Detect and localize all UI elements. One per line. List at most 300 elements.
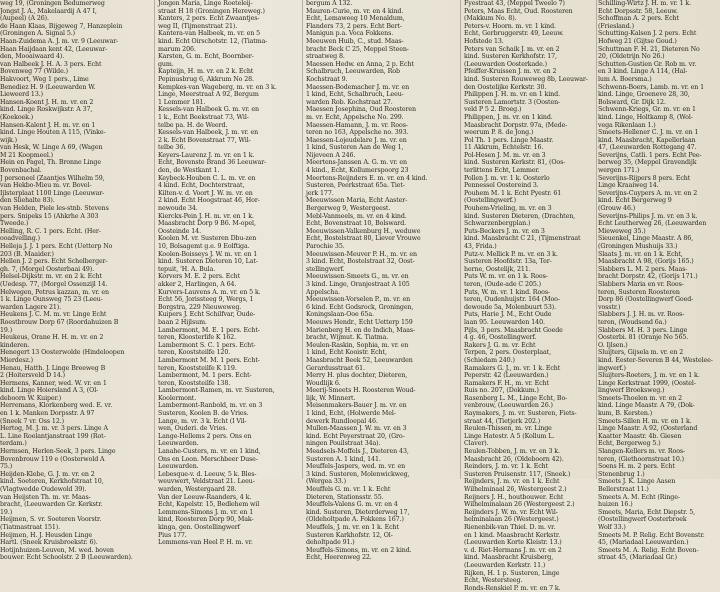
directory-entry: baan 2 Hijlsum. <box>158 318 207 326</box>
directory-entry: straat 44, (Tietjerk 202.) <box>464 417 541 425</box>
directory-entry: kum, B. Kersten.) <box>598 410 653 418</box>
directory-entry: Rijken, H. 1 p. Susteren, Linge <box>464 569 560 577</box>
directory-entry: Rienenbik-van Thiel. D. m. vr. <box>464 523 556 531</box>
directory-entry: Maasbracht Beek 52, Leeuwarden <box>306 356 413 364</box>
directory-entry: Koolen-Boisseys J. W. m. vr. en 1 <box>158 250 258 258</box>
directory-entry: den, de Westkant 1. <box>158 167 220 175</box>
directory-entry: Tweede.) <box>0 220 29 228</box>
directory-entry: kind. Linge, Holtkamp 8, (Wol- <box>598 113 693 121</box>
directory-entry: kind. Susteren Dieteren, (Drachten, <box>464 212 576 220</box>
directory-entry: Linge Hatestr. A 5 (Kollum L. <box>464 432 555 440</box>
directory-entry: Maasbracht A 98, (Gorijs 165.) <box>598 258 694 266</box>
directory-entry: helminalaan 26 (Westergeest.) <box>464 516 559 524</box>
directory-entry: (Leeuwarden Kerkstr. 11.) <box>464 561 546 569</box>
directory-entry: Smeets-Sillen H. m. vr. en 1 k. <box>598 417 692 425</box>
directory-entry: van Heijsten Th. m. vr. Maas- <box>0 493 91 501</box>
directory-entry: Korvers M. E. 2 pers. Echt <box>158 273 241 281</box>
directory-entry: teren, Kloosterlife K 162. <box>158 334 237 342</box>
directory-entry: Flanders 73, 2 pers. Echt Bert- <box>306 22 402 30</box>
directory-entry: (Vlagtwedde Oudewold 39). <box>0 486 87 493</box>
directory-entry: Severijns-Rijpers 8 pers. Echt <box>598 174 691 182</box>
directory-entry: Haan-Zuidema A. J. m. vr. 9 (Leeuwar- <box>0 37 119 45</box>
directory-entry: bergum A 132. <box>306 0 353 7</box>
directory-entry: Pius 177. <box>158 531 187 539</box>
directory-entry: Pouhem M. 1 k. Echt Pyestr. 61 <box>464 189 562 197</box>
directory-entry: Meeuwissen-Vorselen P., m. vr. en <box>306 296 411 304</box>
directory-entry: vega Rikenlaan 1.) <box>598 121 656 129</box>
directory-entry: teren, (Woudsend 6a.) <box>598 318 667 326</box>
directory-entry: Soens H. m. 2 pers. Echt <box>598 463 675 471</box>
directory-entry: (Groningen A. Signal 5.) <box>0 30 76 38</box>
directory-entry: den Sliehalte 83). <box>0 197 55 205</box>
directory-entry: van Helden, Piele les-stnb. Stevens <box>0 205 109 213</box>
directory-entry: Meuffels G. m. vr. 1 k. Echt <box>306 486 391 493</box>
directory-entry: Meuffels-Simons, m. vr. en 2 kind. <box>306 546 412 554</box>
directory-entry: Henegert 13 Oosterwolde (Hindeloopen <box>0 349 125 357</box>
directory-entry: Meulen-Raskin, Sophia, m. vr. en <box>306 341 409 349</box>
directory-entry: L. Line Roelantjanstraat 199 (Rot- <box>0 432 106 440</box>
directory-entry: Hansen-Kalent J. H. m. vr. en 1 <box>0 121 96 129</box>
directory-entry: terlittens Echt, Lemmer. <box>464 167 540 175</box>
directory-entry: Kanters, 2 pers. Echt Zwaantjes- <box>158 15 260 23</box>
directory-entry: Puts, W. m. vr. 1 kind. Roos- <box>464 288 550 296</box>
directory-entry: Kurvers-Lauvens A. m. vr. en 5 k. <box>158 288 261 296</box>
directory-entry: 1 k. Linge Ounsweg 75 23 (Leeu- <box>0 296 103 304</box>
directory-entry: Hofstede 13. <box>464 37 504 45</box>
column-divider <box>302 0 303 479</box>
column-5 <box>598 0 720 562</box>
directory-entry: van Hekbo-Mieu m. vr. Bovel- <box>0 182 92 190</box>
directory-entry: Maasbracht Dorpstr. 97a, (Mede- <box>464 121 568 129</box>
directory-entry: Puts W. m. vr. en 1 k. Roos- <box>464 273 548 281</box>
directory-entry: Koolermont. <box>158 394 197 402</box>
directory-entry: Helsel-Dijkstr. m. vr. en 2 k. Echt <box>0 273 102 281</box>
directory-entry: Fyestraat 43, (Meppel Tweelo 7) <box>464 0 565 7</box>
directory-entry: Reulen-Tobben, J. m. vr. en 3 k. <box>464 448 560 456</box>
directory-entry: van Hesk, W. Linge A 69, (Wagen <box>0 144 103 152</box>
directory-entry: Maasbracht 26, (Oldeboorn 42). <box>464 455 564 463</box>
directory-entry: Dieteren, Stationsstr. 55. <box>306 493 384 501</box>
directory-entry: Puts, Harie J. M., Echt Oude <box>464 311 552 319</box>
directory-entry: Maessen-Bodemacher J. m. vr. en <box>306 83 410 91</box>
directory-entry: Stenenbrug 1.) <box>598 470 645 478</box>
directory-entry: Susteren Lamortstr. 3 (Oosten- <box>464 98 561 106</box>
directory-entry: (Friesland.) <box>598 22 634 30</box>
directory-entry: dewerk Rundloepal 46. <box>306 417 378 425</box>
column-divider <box>460 0 461 479</box>
directory-entry: Terpen, 2 pers. Oosterplaat, <box>464 349 552 357</box>
directory-entry: Echt Leutherweg 26, (Leeuwarden <box>598 220 707 228</box>
directory-entry: Meeuwissen Maria, Echt Aaster- <box>306 197 408 205</box>
directory-entry: Susteren A. 1 kind, 141. <box>306 455 381 463</box>
directory-entry: 11 Akkrum, Echtelstr. 16. <box>464 144 544 152</box>
directory-entry: Hakvoort, Weg 1 pers., Lime <box>0 75 89 83</box>
directory-entry: newoude 34. <box>158 205 198 213</box>
directory-entry: teren, (Oude-ade C 205.) <box>464 280 542 288</box>
directory-entry: 1 Lemmer 181. <box>158 98 206 106</box>
directory-entry: Oosteinde 14. <box>158 227 201 235</box>
directory-entry: Kierckx-Pein J. H. m. vr. en 1 k. <box>158 212 254 220</box>
directory-entry: Kempkes-van Wageberg, m. vr. en 3 k. <box>158 83 277 91</box>
directory-entry: (Leeuwarden Korte Kleistr. 13.) <box>464 539 562 547</box>
directory-entry: Parochie 35. <box>306 243 345 250</box>
directory-entry: 75.) <box>0 463 13 471</box>
directory-entry: Pouhem-Vrieling, m. vr. en 3 <box>464 205 552 213</box>
directory-entry: teren, Susteren Roosteren <box>598 288 680 296</box>
directory-entry: (Groningen Mushuijs 33.) <box>598 243 678 250</box>
directory-entry: Keybeck-Houben C. L. m. vr. en <box>158 174 256 182</box>
directory-entry: Henau, Hatth. J. Linge Breeweg B <box>0 364 106 372</box>
directory-entry: Meuffels, J. m. vr. en 1 k. Echt <box>306 523 399 531</box>
directory-entry: stellingwerf. <box>306 265 345 273</box>
directory-entry: Bellerstraat 11.) <box>598 486 649 493</box>
directory-entry: Smeets A. M. Echt (Ringe- <box>598 493 680 501</box>
directory-entry: teren, Kooststeilfe 138. <box>158 379 231 387</box>
directory-entry: lijk, W. Minnert. <box>306 394 356 402</box>
directory-entry: akker 2, Harlingen, A 64. <box>158 280 237 288</box>
directory-entry: Echt, Westersteeg. <box>464 577 523 585</box>
directory-entry: Meeuwissen-Meuver P. H., m. vr. en <box>306 250 417 258</box>
directory-entry: Appelscha. <box>306 288 340 296</box>
directory-entry: Meeuws Hendr., Echt Uetterp 159 <box>306 318 413 326</box>
directory-entry: Hellen J. 2 pers. Echt Schelberger- <box>0 258 108 266</box>
directory-entry: 45, (Mariadaal Leeuwarden.) <box>598 539 689 547</box>
directory-entry: wen, Ouderi. de Vries. <box>158 425 228 433</box>
directory-entry: Schutten-Gustien Gr. Rob m. vr. <box>598 60 697 68</box>
directory-entry: Lieweerd 13.) <box>0 91 43 99</box>
directory-entry: Meadsels-Moffels J., Dieteren 43, <box>306 448 409 456</box>
directory-entry: Merry H. plus dochter, Dieteren, <box>306 372 408 380</box>
directory-entry: kind. Linge, Groeneve 28, 30, <box>598 91 690 99</box>
directory-entry: kind. Susteren Kerkstr. 81, (Oos- <box>464 159 566 167</box>
column-1 <box>0 0 150 562</box>
directory-entry: Meisenmakers-Bauer J. m. vr. en <box>306 402 407 410</box>
directory-entry: deholtpade 91.) <box>306 539 355 547</box>
directory-entry: Wolf 33.) <box>598 523 626 531</box>
directory-entry: Jongen Maria, Linge Roeteleij- <box>158 0 253 7</box>
directory-entry: Sluijters, Gijsela m. vr. en 2 <box>598 349 684 357</box>
directory-entry: Van der Leeuw-Raanders, 4 k. <box>158 493 252 501</box>
directory-entry: Susteren, Koolen B. de Vries. <box>158 410 249 418</box>
directory-entry: Kantera-van Halbeek, m. vr. en 5 <box>158 30 261 38</box>
directory-entry: Ruis no. 207, (Dokkum.) <box>464 387 539 395</box>
directory-entry: 4 g. 46, Oostellingwerf. <box>464 334 537 342</box>
directory-entry: Ronds-Renskiel P. m. vr. en 7 k. <box>464 584 561 592</box>
directory-entry: kind. Maasbracht C 21, (Tijmenstraat <box>464 235 581 243</box>
directory-entry: 43, Frida.) <box>464 243 497 250</box>
directory-entry: 1 kind, Echt, Schalbruch, Leeu- <box>306 91 404 99</box>
directory-entry: Schilling-Wirtz J. H. m. vr. 1 k. <box>598 0 691 7</box>
directory-entry: Haan Haijdaan kent 42, (Leeuwar- <box>0 45 108 53</box>
directory-entry: Peperstr. 42 (Leeuwarden.) <box>464 372 549 380</box>
directory-entry: Lebesque-v. d. Leeuw, 5 k. Bles- <box>158 470 257 478</box>
directory-entry: Smeets J. K. Linge Aasen <box>598 478 676 486</box>
directory-entry: Kessels-van Halbeek, J. m. vr. en <box>158 129 259 137</box>
directory-entry: Manigun p.a. Voca Fokkens. <box>306 30 394 38</box>
directory-entry: Hotijnhuizen-Leuven, M. wed. boven <box>0 546 114 554</box>
directory-entry: weg 19, (Groningen Bedumerweg <box>0 0 105 7</box>
directory-entry: Mieweweg 35.) <box>598 227 646 235</box>
directory-entry: Meeuwissen-Valkenburg H., weduwe <box>306 227 421 235</box>
directory-entry: bracht, (Leeuwarden Gr. Kerkstr. <box>0 501 103 509</box>
directory-entry: 1 kind, Echt Kooistr. Echt, <box>306 349 387 357</box>
directory-entry: Rakers J. G. m. vr. Echt <box>464 341 536 349</box>
directory-entry: Lemmens-Simons J. m. vr. en 1 <box>158 508 254 516</box>
directory-entry: deboorn W. Kuiper.) <box>0 394 62 402</box>
directory-entry: Hein en Pagel, Th. Bronne Linge <box>0 159 101 167</box>
column-divider <box>596 0 597 479</box>
directory-entry: 6 kind. Echt Godsrock, Groningen, <box>306 303 414 311</box>
directory-entry: gum. <box>158 60 174 68</box>
directory-entry: Lambermont, M. 1 pers. Echt- <box>158 372 252 380</box>
directory-entry: Sluijters-Roeters, J. m. vr. en 1 k. <box>598 372 700 380</box>
directory-entry: Hermens, Kanner, wed. W. vr. en 1 <box>0 379 107 387</box>
directory-entry: Slabbers L. M. 2 pers. Maas- <box>598 265 688 273</box>
directory-entry: Maessen Josephina, Oud Roosteren <box>306 106 417 114</box>
directory-entry: Meuffels-Valens G. m. vr. en 4 <box>306 501 398 509</box>
directory-entry: Echt Dorpsstr. 58, Leeuw. <box>598 7 678 15</box>
directory-entry: (Sneek 7 vr. Oss 12.) <box>0 417 64 425</box>
directory-entry: bracht Beck C 25, Meppel Steen- <box>306 45 409 53</box>
directory-entry: Echt, Bovenste Brand 36 Leeuwar- <box>158 159 267 167</box>
directory-entry: Meertens-Janssen A. G. m. vr. en <box>306 159 407 167</box>
directory-entry: kind. Linge Maastr. A 79, (Dok- <box>598 402 695 410</box>
directory-entry: Smeets M. A. Relig. Echt Boven- <box>598 546 699 554</box>
directory-entry: Schutting-Kalsen J. 2 pers. Echt <box>598 30 697 38</box>
directory-entry: Maessen-Lojeudelare J. m. vr. en <box>306 136 407 144</box>
directory-entry: Slaats J. m. vr. en 1 k. Echt, <box>598 250 683 258</box>
directory-entry: Keyers-Laurenz J. m. vr. en 1 k. <box>158 151 255 159</box>
directory-entry: Susteren Karkhofstr. 12, Ol- <box>306 531 393 539</box>
directory-entry: Linge Kerkstraat 1999, (Oostel- <box>598 379 696 387</box>
directory-entry: 10, Bolsagemt g.e. 9 Eolftiga. <box>158 243 250 250</box>
directory-entry: Lambermont M. M. 1 pers. Echt- <box>158 356 260 364</box>
directory-entry: Helwegen, Petrus kazzan, m. vr. en <box>0 288 109 296</box>
directory-entry: O. Ijlsen.) <box>598 341 628 349</box>
directory-entry: 1 k., Echt Beekstraat 73, Wil- <box>158 113 249 121</box>
directory-entry: wijk.) <box>0 136 18 144</box>
directory-entry: Maasbracht Dorp 9 B6. M-opel, <box>158 220 256 228</box>
directory-entry: kind. Echt Peyerstraat 20, (Gro- <box>306 432 405 440</box>
directory-entry: en 3 kind. Linge A 114, (Hal- <box>598 68 688 76</box>
directory-entry: Philippen, J. m. vr. en 1 kind. <box>464 113 553 121</box>
directory-entry: 2 kind. Echt Hoogstraat 46, Hor- <box>158 197 260 205</box>
directory-entry: veld P 5 2. Broeg.) <box>464 106 522 114</box>
directory-entry: Lambermont, M. E. 1 pers. Echt- <box>158 326 260 334</box>
directory-entry: tepuit, 'H. A. Bula. <box>158 265 216 273</box>
directory-entry: Hansen-Koent J. H. m. vr. en 2 <box>0 98 94 106</box>
directory-entry: Kessels-van Halbeek G. m. vr. en <box>158 106 259 114</box>
column-3 <box>306 0 456 562</box>
directory-entry: Lanahe-Custers, m. vr. en 1 kind, <box>158 448 261 456</box>
directory-entry: Puts-Beckers J. m. vr. en 3 <box>464 227 545 235</box>
directory-entry: 3 kind. Echt, Bostelstraat 32, Oost- <box>306 258 415 266</box>
directory-entry: Meeuwissen-Smeets G., m. vr. en <box>306 273 409 281</box>
directory-entry: Ons en Loon. Merschbeer Duse- <box>158 455 258 463</box>
directory-entry: Echt, Gerbruggerstr. 49, Leeuw. <box>464 30 564 38</box>
directory-entry: Bovenweg 77 (Wilde.) <box>0 68 68 76</box>
directory-entry: Roestbrouw Dorp 67 (Roordahuizen B <box>0 318 119 326</box>
directory-entry: (Uedesp. 77, (Morgel Ossenzijl 14. <box>0 280 108 288</box>
directory-entry: Ijlsterplaat 1100 Linge (Leeuwar- <box>0 189 105 197</box>
directory-entry: 20, (Oldetrijn No 26.) <box>598 53 665 61</box>
directory-entry: (Aupeel) (A 26). <box>0 15 49 23</box>
directory-entry: berweg 35, (Meppel Gravendijk <box>598 159 697 167</box>
directory-entry: Mullen-Maassen J. W. m. vr. en 3 <box>306 425 407 433</box>
directory-entry: kind. Eester-Severen B 44, Westelee- <box>598 356 713 364</box>
directory-entry: Schuttman F. H. 21, Dieteren No <box>598 45 700 53</box>
directory-entry: Echt, Heerenweg 22. <box>306 554 372 562</box>
directory-entry: van Halbeek J. H. A. 3 pers. Echt <box>0 60 102 68</box>
directory-entry: Claver). <box>464 440 489 448</box>
directory-entry: Leeuwarden. <box>158 463 199 471</box>
directory-entry: Herremans, Klorkenberg wed. E. vr. <box>0 402 113 410</box>
directory-entry: kind. Maasbracht, Kapellerlaan <box>598 136 696 144</box>
directory-entry: herne, Oostelijk, 211. <box>464 265 531 273</box>
directory-entry: Koningslaan-Ooe 65a. <box>306 311 374 319</box>
directory-entry: Ramakers F. H., m. vr. Echt <box>464 379 549 387</box>
directory-entry: kind. Susteren, Dieterderweg 17, <box>306 508 410 516</box>
directory-entry: Helleja J. J. 1 pers. Echt (Uetterp No <box>0 243 113 250</box>
directory-entry: kind. Susteren Kerkhofstr. 17, <box>464 53 557 61</box>
directory-entry: Pollen J. m. vr. 1 k. Oosterlo <box>464 174 550 182</box>
directory-entry: Kochstraat 9. <box>306 75 348 83</box>
directory-entry: wergen 171.) <box>598 167 640 175</box>
directory-entry: Echt, Bergerweg 5.) <box>598 440 661 448</box>
directory-entry: 19.) <box>0 326 13 334</box>
directory-entry: Rasenberg L. M., Linge Echt, Bo- <box>464 394 568 402</box>
directory-entry: lingwerf Broeksweg.) <box>598 387 665 395</box>
directory-entry: Hermsen, Herlen-Seek, 3 pers. Linge <box>0 448 116 456</box>
directory-entry: (Oostellingwerf.) <box>464 197 517 205</box>
directory-entry: Borgstra, 229 Nieuweweg. <box>158 303 242 311</box>
directory-entry: straatweg 8. <box>306 53 345 61</box>
directory-entry: 4 kind., Echt, Kollumerspoorg 23 <box>306 167 409 175</box>
directory-entry: telbe 36. <box>158 144 186 152</box>
directory-entry: kind. Echt Oirschotstr. 12, (Tiatma- <box>158 37 268 45</box>
directory-entry: Heijmen, H. J. Heusden Linge <box>0 531 93 539</box>
directory-entry: Hertog, M. J. m. vr. 3 pers. Linge A <box>0 425 108 433</box>
column-4 <box>464 0 596 592</box>
directory-entry: teren, Oudenhuijstr. 164 (Moo- <box>464 296 560 304</box>
directory-entry: (Grouw 46.) <box>598 205 636 213</box>
directory-entry: den, Mooaiwaard 4). <box>0 53 65 61</box>
directory-entry: Kuipers J. Echt Schilfvar, Oude- <box>158 311 256 319</box>
directory-entry: Echt, Lemaweeg 10 Menaldum, <box>306 15 405 23</box>
column-2 <box>158 0 298 547</box>
directory-entry: warden Lagere 21). <box>0 303 62 311</box>
directory-entry: Schwenn-Boers, Lamb. m. vr. en 1 <box>598 83 705 91</box>
directory-entry: kind. Susteren Dieteren 10, Lat- <box>158 258 258 266</box>
directory-entry: weuvwert, Veldstraat 21. Leeu- <box>158 478 255 486</box>
directory-entry: Pfeiffer-Kruissen J. m. vr. en 2 <box>464 68 557 76</box>
directory-entry: kinderen. <box>0 341 30 349</box>
directory-entry: Meertens-Reijnders E. m. vr. en 4 kind. <box>306 174 428 182</box>
directory-entry: 1 kind, Echt, (Holwerde Mel- <box>306 410 396 418</box>
directory-entry: Severijns-Philips J. m. vr. en 3 k. <box>598 212 698 220</box>
directory-entry: Dorp 86 (Oostellingwerf Goed- <box>598 296 694 304</box>
directory-entry: Echt, Bostelstraat 80, Liever Vrouwe <box>306 235 421 243</box>
directory-entry: Slabbers J. J. H. m. vr. Roos- <box>598 311 685 319</box>
directory-entry: vosstr.) <box>598 303 621 311</box>
directory-entry: Peters van Schaik J. m. vr. en 2 <box>464 45 560 53</box>
directory-entry: M 21 Koopmeel.) <box>0 151 54 159</box>
directory-entry: den Oostelijke Kerkstr. 30. <box>464 83 547 91</box>
directory-entry: Bovenbrouw 119 e (Oosterwold A <box>0 455 105 463</box>
directory-entry: pers. Snipeks 15 (Ahkrhe A 303 <box>0 212 99 220</box>
directory-entry: teren no 163, Appelsche no. 393. <box>306 129 409 137</box>
directory-entry: jerk 177. <box>306 189 334 197</box>
directory-entry: teren, Kooststeilfe 120. <box>158 349 231 357</box>
directory-entry: Pijls, 3 pers. Maasbracht Goede <box>464 326 563 334</box>
directory-entry: Mebl-Vanmeels, m. vr. en 4 kind. <box>306 212 407 220</box>
directory-entry: Heijmen, S. vr. Soeteren Voorstr. <box>0 516 102 524</box>
directory-entry: Lambermont-Ramen, m. vr. Susteren, <box>158 387 275 395</box>
directory-entry: dewoude 5a, Molenbuurt 53). <box>464 303 557 311</box>
directory-entry: Leeuwarden. <box>158 440 199 448</box>
directory-entry: Nijeveen A 246. <box>306 151 356 159</box>
directory-entry: Schoffman A. 2 pers. Echt <box>598 15 679 23</box>
directory-entry: Ramakers G. J., m. vr. 1 k. Echt <box>464 364 561 372</box>
directory-entry: telbe pa. H. de Weerd. <box>158 121 228 129</box>
directory-entry: Linge Maastr. A 92, (Oosterland <box>598 425 698 433</box>
directory-entry: Bolsward, Gr. Dijk 12. <box>598 98 666 106</box>
directory-entry: Peters, Maas Echt, Oud. Roosteren <box>464 7 573 15</box>
directory-entry: kind. Maasbracht Kruisberg, <box>464 554 554 562</box>
directory-entry: straat 45, (Mariadaal Gr.) <box>598 554 678 562</box>
directory-entry: Smeets M. P. Relig. Echt Bovenstr. <box>598 531 705 539</box>
directory-entry: (Oostellingwerf Oosterbroek <box>598 516 687 524</box>
directory-entry: huizen 16.) <box>598 501 633 509</box>
directory-entry: bracht Dorpstr. 42, (Gorijs 171.) <box>598 273 698 281</box>
directory-entry: Hofweg 21 (Gijtse Goud.) <box>598 37 677 45</box>
directory-entry: Pol Th. 1 pers. Linge Maastr. <box>464 136 554 144</box>
directory-entry: en 1 k. Manken Dorpsstr. A 97 <box>0 410 95 418</box>
directory-entry: Susteren Hoofdstr. 13a, Ter- <box>464 258 552 266</box>
directory-entry: Heukens J. C. M. m. vr. Linge Echt <box>0 311 107 319</box>
directory-entry: Meeuwen Huib, C., stud. Maas- <box>306 37 404 45</box>
directory-entry: gh. 7, (Morgel Oosterbaai 49). <box>0 265 95 273</box>
directory-entry: (Leeuwarden Oosterkade.) <box>464 60 547 68</box>
directory-entry: en 1 kind. Maasbracht Kerkstr. <box>464 531 560 539</box>
directory-entry: Peters-v. Hoorn. m. vr. 1 kind. <box>464 22 556 30</box>
directory-entry: Bergerweg 9, Westergeest. <box>306 205 391 213</box>
directory-entry: Lambermont S. C. 1 pers. Echt- <box>158 341 256 349</box>
directory-entry: teren, (Giethoornstraat 10.) <box>598 455 684 463</box>
directory-entry: bracht, Wijmut. K. Tiatma. <box>306 334 389 342</box>
directory-entry: marum 206. <box>158 45 196 53</box>
directory-entry: Heukeus, Orane H. H. m. vr. en 2 <box>0 334 104 342</box>
directory-entry: Susteren, Peerkstraat 65a. Tiet- <box>306 182 405 190</box>
directory-entry: Jongst J. A., Makelaardij A 47 I, <box>0 7 97 15</box>
directory-entry: Oosterbi. 81 (Oranje No 565. <box>598 334 689 342</box>
directory-entry: Smeets, Maria, Echt Diepstr. 5, <box>598 508 696 516</box>
directory-entry: Slabbers M. H. 3 pers. Linge <box>598 326 688 334</box>
directory-entry: Lange-Hellems 2 pers. Ons en <box>158 432 252 440</box>
directory-entry: kind, Roosteren Dorp 90, Mak- <box>158 516 254 524</box>
directory-entry: 2 k. Echt Bovenstraat 77, Wil- <box>158 136 251 144</box>
directory-entry: 4 kind. Echt, Dochterstraat, <box>158 182 245 190</box>
directory-entry: Kaatter Maastr. 4b. Giesen <box>598 432 682 440</box>
directory-entry: 19.) <box>0 508 13 516</box>
directory-entry: Benediez H. 9 (Leeuwarden W. <box>0 83 96 91</box>
directory-entry: J personeel (Zaantjes Wilhelm 59, <box>0 174 105 182</box>
directory-entry: Sieuenkel, Linge Maastr. A 86, <box>598 235 694 243</box>
directory-entry: Raymakers, J. m. vr. Susteren, Fiets- <box>464 410 577 418</box>
directory-entry: Meuffels-Jaspers, wed. m. vr. en <box>306 463 406 471</box>
directory-entry: Echt, Bovenstraat 10, Bolsward. <box>306 220 407 228</box>
directory-entry: (Koekoek.) <box>0 113 34 121</box>
